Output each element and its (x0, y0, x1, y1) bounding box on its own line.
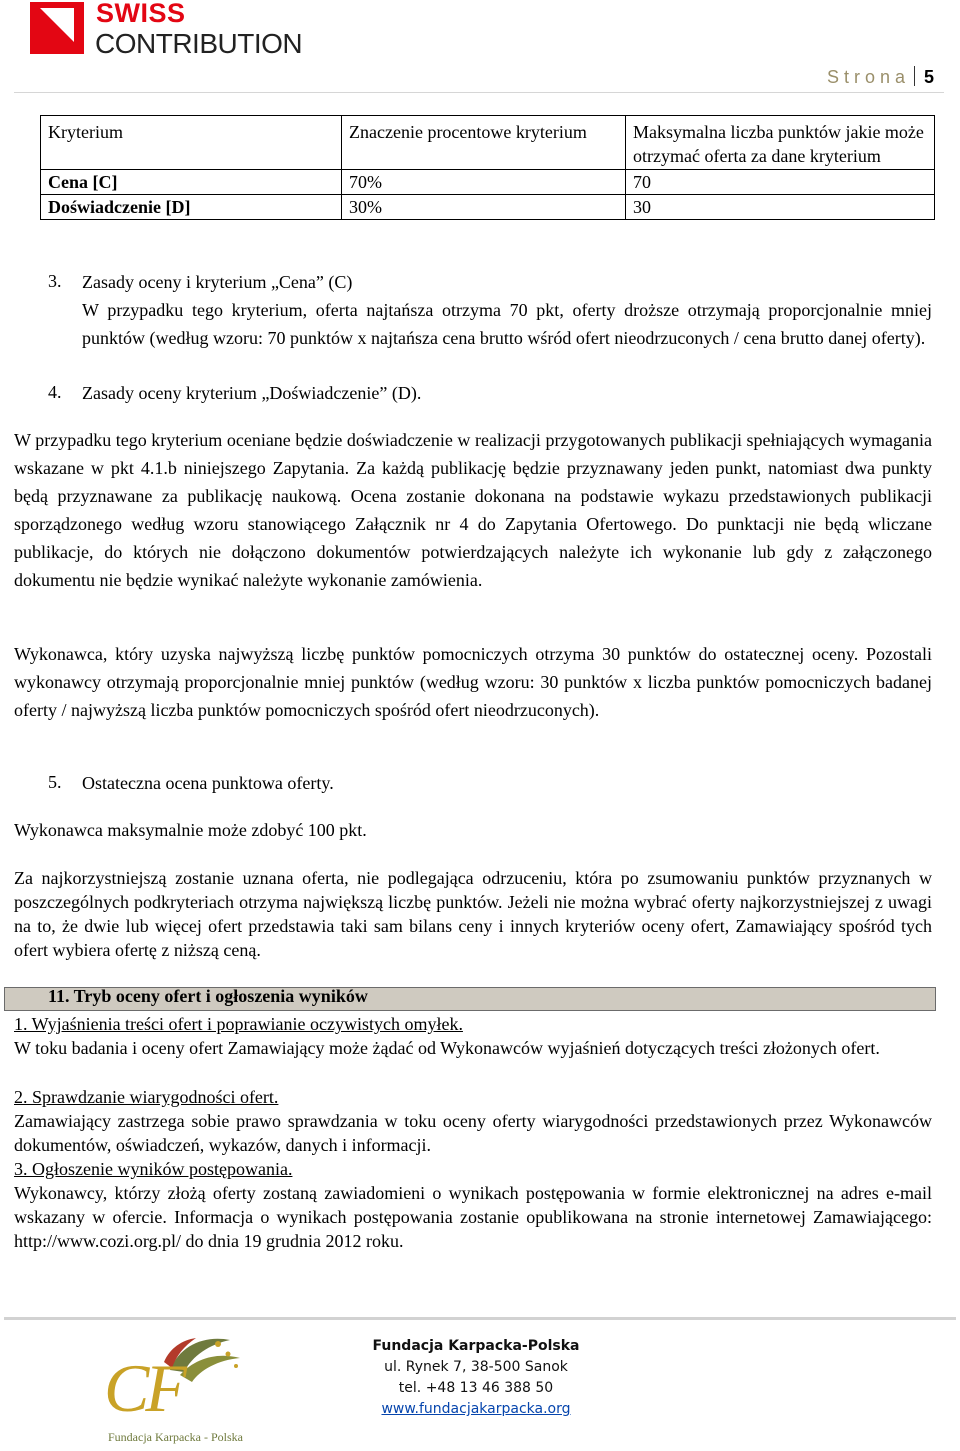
cf-logo-letters: CF (104, 1350, 183, 1426)
footer-website-link[interactable]: www.fundacjakarpacka.org (381, 1401, 571, 1417)
subsection-heading (14, 1085, 932, 1109)
subsection-heading-text: 1. Wyjaśnienia treści ofert i poprawianie oczywistych omyłek. (14, 1014, 463, 1034)
footer-org-name: Fundacja Karpacka-Polska (372, 1338, 580, 1354)
subsection-heading (14, 1012, 932, 1036)
list-number: 4. (48, 382, 62, 402)
cf-logo-caption: Fundacja Karpacka - Polska (108, 1430, 243, 1444)
subsection-paragraph: Zamawiający zastrzega sobie prawo sprawdzania w toku oceny oferty wiarygodności przedstawionych przez Wykonawców dokumentów, oświadczeń, wykazów, danych i informacji. (14, 1111, 932, 1155)
footer-contact (366, 1336, 586, 1420)
subsection-heading-text: 3. Ogłoszenie wyników postępowania. (14, 1159, 293, 1179)
page-number: 5 (923, 67, 934, 87)
table-header-row (41, 116, 935, 170)
paragraph-experience: W przypadku tego kryterium oceniane będzie doświadczenie w realizacji przygotowanych publikacji spełniających wymagania wskazane w pkt 4.1.b niniejszego Zapytania. Za każdą publikację będzie przyznawany jeden punkt, natomiast dwa punkty będą przyznawane za publikację naukową. Ocena zostanie dokonana na podstawie wykazu przedstawionych publikacji sporządzonego według wzoru stanowiącego Załącznik nr 4 do Zapytania Ofertowego. Do punktacji nie będą wliczane publikacje, do których nie dołączono dokumentów potwierdzających należyte ich wykonanie lub gdy z załączonego dokumentu nie będzie wynikać należyte wykonanie zamówienia. (14, 430, 932, 590)
item-heading: Zasady oceny kryterium „Doświadczenie” (D). (82, 383, 422, 403)
table-cell: 30 (626, 195, 935, 220)
footer-phone: tel. +48 13 46 388 50 (398, 1380, 554, 1396)
cf-foundation-logo-icon (100, 1330, 260, 1433)
subsection-paragraph: Wykonawcy, którzy złożą oferty zostaną zawiadomieni o wynikach postępowania w formie elektronicznej na adres e-mail wskazany w ofercie. Informacja o wynikach postępowania zostanie opublikowana na stronie internetowej Zamawiającego: http://www.cozi.org.pl/ do dnia 19 grudnia 2012 roku. (14, 1183, 932, 1251)
footer-address: ul. Rynek 7, 38-500 Sanok (384, 1359, 568, 1375)
table-row (41, 170, 935, 195)
table-cell: 70 (626, 170, 935, 195)
page-number-label (827, 66, 934, 88)
table-header-cell: Maksymalna liczba punktów jakie może otrzymać oferta za dane kryterium (626, 116, 935, 170)
table-cell: Doświadczenie [D] (41, 195, 342, 220)
table-cell: Cena [C] (41, 170, 342, 195)
subsection-heading-text: 2. Sprawdzanie wiarygodności ofert. (14, 1087, 279, 1107)
table-cell: 70% (342, 170, 626, 195)
logo-text-swiss: SWISS (96, 0, 186, 28)
paragraph-max-points: Wykonawca maksymalnie może zdobyć 100 pkt. (14, 820, 367, 840)
paragraph-best-offer: Za najkorzystniejszą zostanie uznana oferta, nie podlegająca odrzuceniu, która po zsumowaniu punktów przyznanych w poszczególnych podkryteriach otrzyma największą liczbę punktów. Jeżeli nie można wybrać oferty najkorzystniejszej z uwagi na to, że dwie lub więcej ofert przedstawia taki sam bilans ceny i innych kryteriów oceny ofert, Zamawiający spośród tych ofert wybiera ofertę z niższą ceną. (14, 868, 932, 960)
swiss-cross-logo-icon (30, 2, 84, 54)
item-heading: Ostateczna ocena punktowa oferty. (82, 773, 334, 793)
criteria-table (40, 115, 935, 220)
subsection-paragraph: W toku badania i oceny ofert Zamawiający może żądać od Wykonawców wyjaśnień dotyczących treści złożonych ofert. (14, 1038, 880, 1058)
page-separator (914, 66, 915, 86)
page-word: Strona (826, 67, 910, 87)
list-number: 3. (48, 271, 62, 291)
logo-text-contribution: CONTRIBUTION (95, 28, 303, 59)
footer-divider (4, 1317, 956, 1320)
table-row (41, 195, 935, 220)
item-heading: Zasady oceny i kryterium „Cena” (C) (82, 272, 353, 292)
paragraph-points: Wykonawca, który uzyska najwyższą liczbę punktów pomocniczych otrzyma 30 punktów do ostatecznej oceny. Pozostali wykonawcy otrzymają proporcjonalnie mniej punktów (według wzoru: 30 punktów x liczba punktów pomocniczych badanej oferty / najwyższą liczba punktów pomocniczych spośród ofert nieodrzuconych). (14, 644, 932, 720)
item-paragraph: W przypadku tego kryterium, oferta najtańsza otrzyma 70 pkt, oferty droższe otrzymają proporcjonalnie mniej punktów (według wzoru: 70 punktów x najtańsza cena brutto wśród ofert nieodrzuconych / cena brutto danej oferty). (82, 300, 932, 348)
table-cell: 30% (342, 195, 626, 220)
table-header-cell: Kryterium (41, 116, 342, 170)
list-number: 5. (48, 772, 62, 792)
section-heading: 11. Tryb oceny ofert i ogłoszenia wyników (48, 986, 368, 1006)
subsection-heading (14, 1157, 932, 1181)
table-header-cell: Znaczenie procentowe kryterium (342, 116, 626, 170)
header-divider (14, 92, 944, 93)
